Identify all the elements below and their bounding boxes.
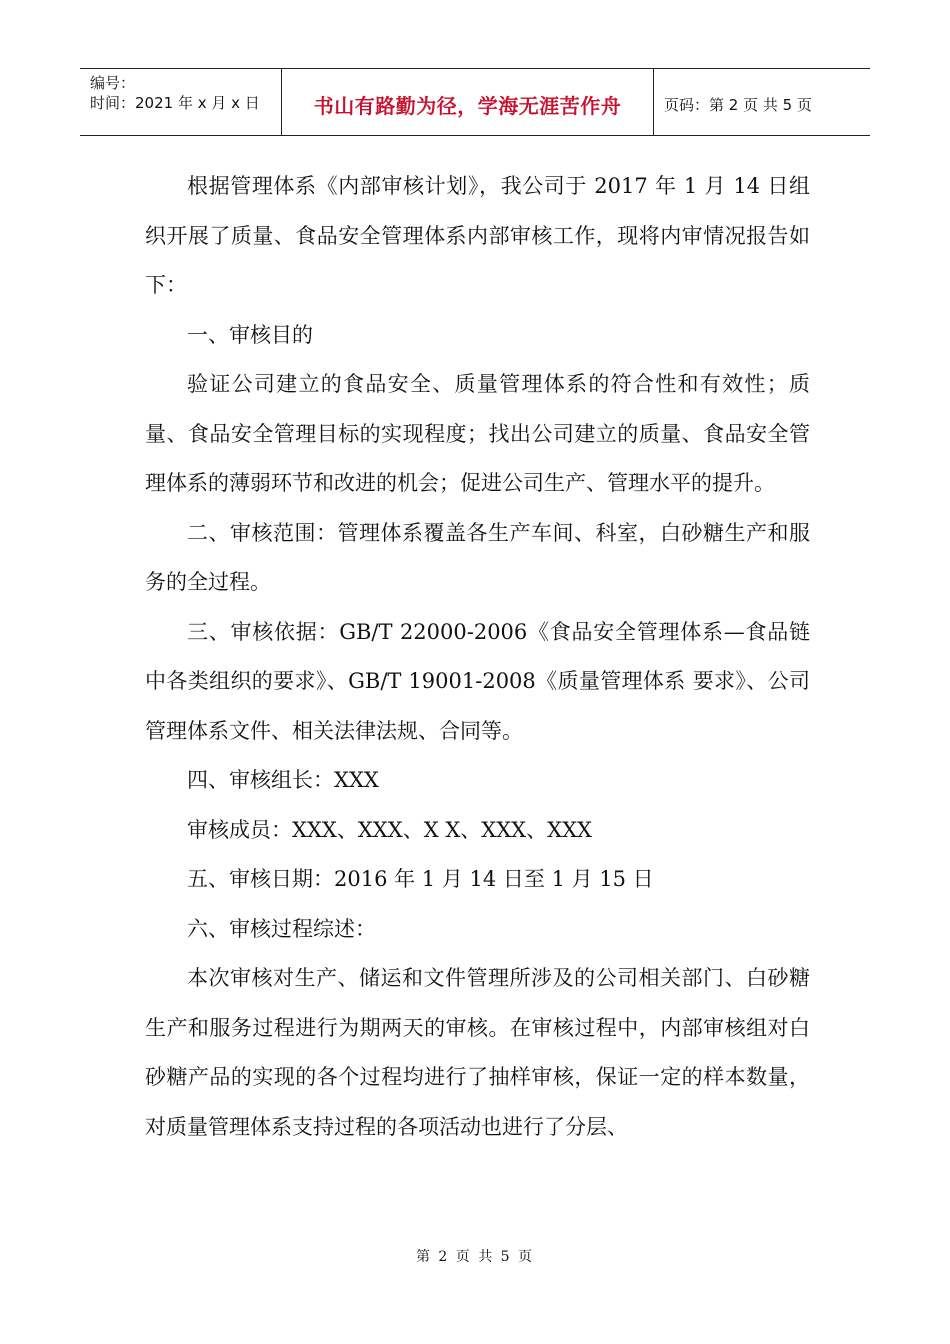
paragraph: 根据管理体系《内部审核计划》，我公司于 2017 年 1 月 14 日组织开展了质量、食品安全管理体系内部审核工作，现将内审情况报告如下： [145, 174, 810, 297]
section-heading: 六、审核过程综述： [187, 916, 376, 941]
paragraph: 四、审核组长：XXX [187, 768, 379, 792]
paragraph: 本次审核对生产、储运和文件管理所涉及的公司相关部门、白砂糖生产和服务过程进行为期两天的审核。在审核过程中，内部审核组对白砂糖产品的实现的各个过程均进行了抽样审核，保证一定的样本数量，对质量管理体系支持过程的各项活动也进行了分层、 [145, 966, 810, 1139]
paragraph: 三、审核依据：GB/T 22000-2006《食品安全管理体系—食品链中各类组织的要求》、GB/T 19001-2008《质量管理体系 要求》、公司管理体系文件、相关法律法规、合同等。 [145, 619, 810, 743]
paragraph: 审核成员：XXX、XXX、X X、XXX、XXX [187, 817, 592, 842]
header-page-cell [654, 69, 870, 135]
document-header [80, 68, 870, 136]
paragraph: 验证公司建立的食品安全、质量管理体系的符合性和有效性；质量、食品安全管理目标的实现程度；找出公司建立的质量、食品安全管理体系的薄弱环节和改进的机会；促进公司生产、管理水平的提升。 [145, 372, 810, 495]
date-label: 时间：2021 年 x 月 x 日 [90, 94, 260, 112]
paragraph: 五、审核日期：2016 年 1 月 14 日至 1 月 15 日 [187, 867, 654, 891]
paragraph: 二、审核范围：管理体系覆盖各生产车间、科室，白砂糖生产和服务的全过程。 [145, 520, 810, 594]
page-code-label: 页码：第 2 页 共 5 页 [664, 95, 812, 114]
section-heading: 一、审核目的 [187, 322, 313, 347]
page-footer: 第 2 页 共 5 页 [415, 1249, 535, 1265]
motto-text: 书山有路勤为径，学海无涯苦作舟 [313, 93, 622, 118]
header-motto-cell [282, 69, 654, 135]
document-body [145, 162, 810, 1152]
number-label: 编号： [90, 74, 136, 92]
header-meta-cell [80, 69, 282, 135]
